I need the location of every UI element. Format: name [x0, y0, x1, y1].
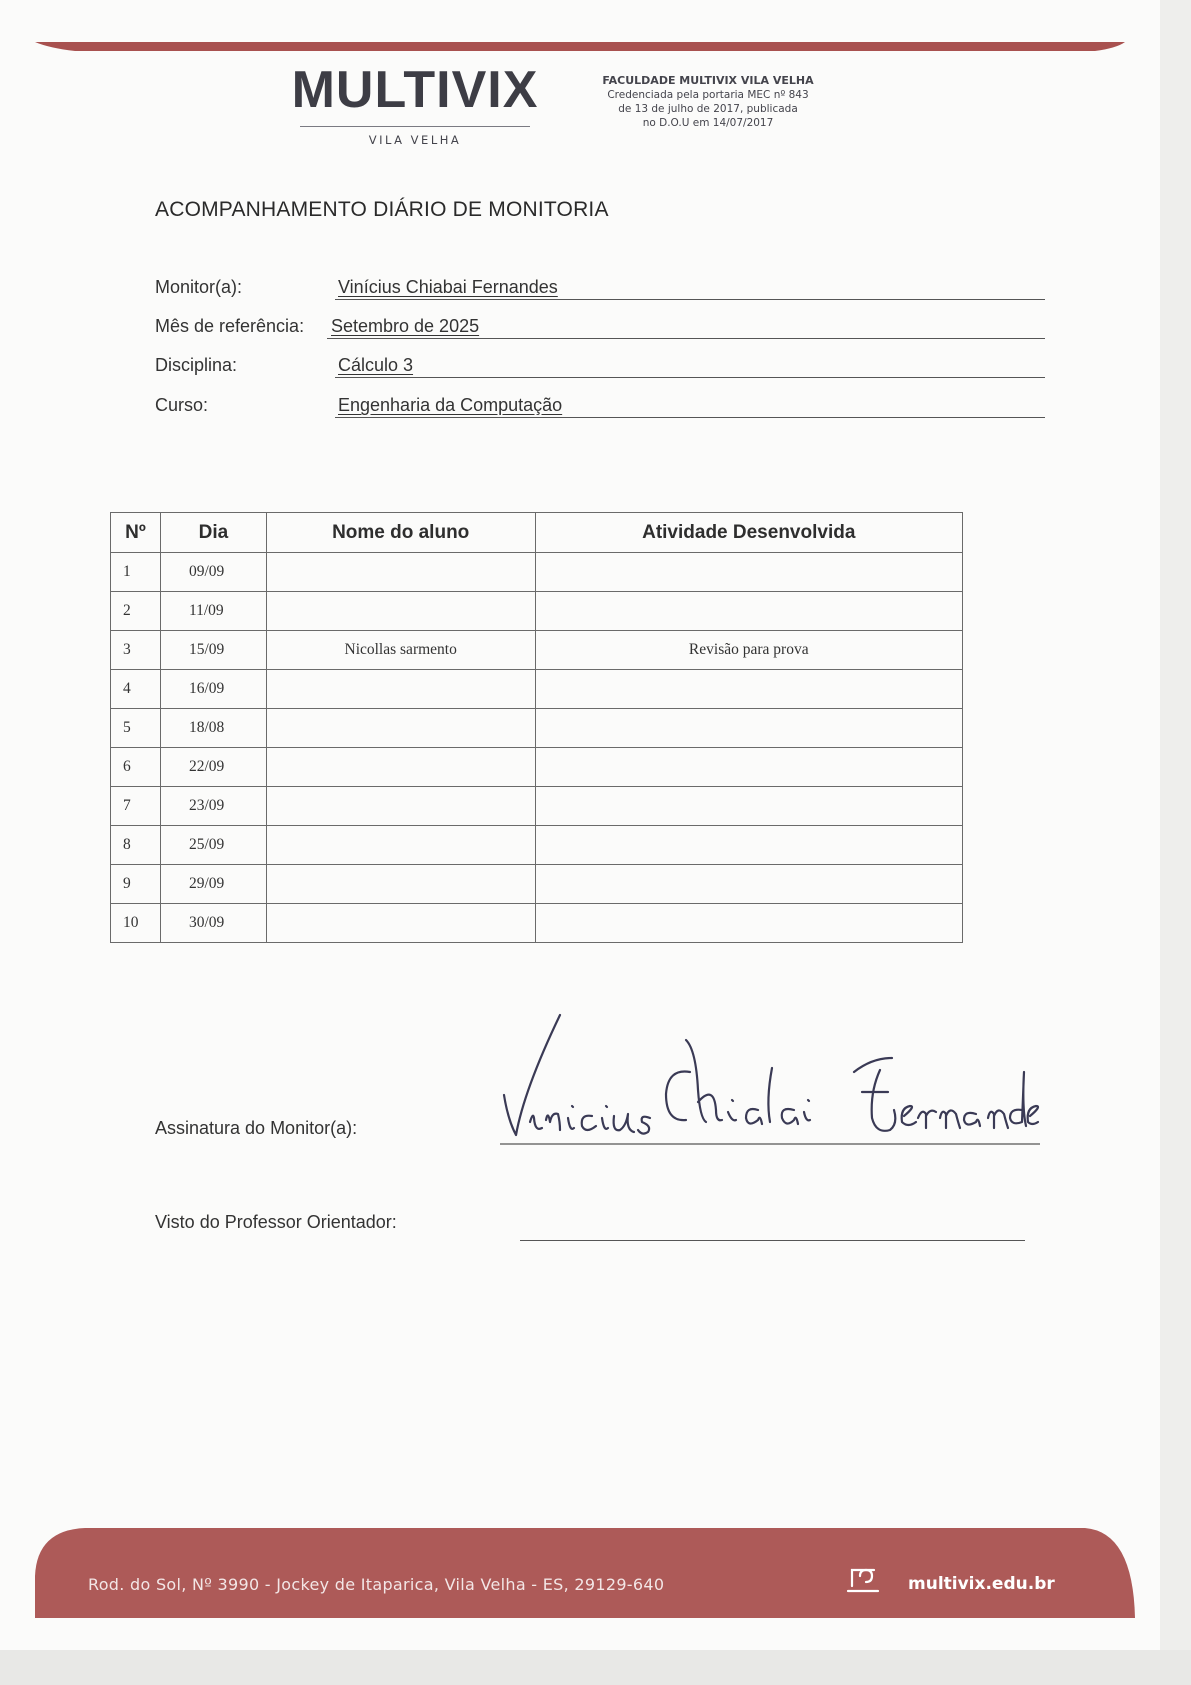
cell-atividade — [535, 865, 963, 904]
cell-no: 9 — [111, 865, 161, 904]
institution-line: de 13 de julho de 2017, publicada — [618, 103, 798, 115]
field-value: Setembro de 2025 — [331, 316, 480, 336]
cell-nome — [266, 670, 535, 709]
sig-label-monitor: Assinatura do Monitor(a): — [155, 1118, 358, 1138]
table-header-row — [111, 513, 963, 553]
header-no: Nº — [111, 513, 161, 553]
cell-dia: 25/09 — [160, 826, 266, 865]
institution-name: FACULDADE MULTIVIX VILA VELHA — [602, 74, 814, 87]
table-row — [111, 631, 963, 670]
cell-dia: 29/09 — [160, 865, 266, 904]
cell-nome — [266, 553, 535, 592]
field-value: Cálculo 3 — [338, 355, 414, 375]
cell-dia: 16/09 — [160, 670, 266, 709]
field-underline — [335, 417, 1045, 418]
cell-dia: 11/09 — [160, 592, 266, 631]
multivix-logo — [290, 62, 540, 147]
cell-no: 3 — [111, 631, 161, 670]
monitor-signature — [500, 1010, 1040, 1150]
cell-dia: 15/09 — [160, 631, 266, 670]
cell-dia: 22/09 — [160, 748, 266, 787]
logo-subtitle: VILA VELHA — [368, 133, 462, 147]
field-value: Engenharia da Computação — [338, 395, 563, 415]
cell-atividade — [535, 904, 963, 943]
cell-atividade — [535, 709, 963, 748]
table-row — [111, 592, 963, 631]
cell-nome — [266, 904, 535, 943]
cell-dia: 30/09 — [160, 904, 266, 943]
institution-line: Credenciada pela portaria MEC nº 843 — [607, 89, 809, 101]
field-label: Mês de referência: — [155, 316, 305, 336]
monitoring-log-table — [110, 512, 963, 943]
cell-atividade — [535, 748, 963, 787]
header-dia: Dia — [160, 513, 266, 553]
logo-divider — [300, 126, 530, 127]
monitor-signature-label — [155, 1118, 357, 1139]
field-label: Curso: — [155, 395, 209, 415]
document-title: ACOMPANHAMENTO DIÁRIO DE MONITORIA — [155, 198, 609, 221]
scan-margin-bottom — [0, 1650, 1191, 1685]
footer-website[interactable]: multivix.edu.br — [908, 1574, 1055, 1594]
institution-line: no D.O.U em 14/07/2017 — [642, 117, 774, 129]
field-underline — [335, 377, 1045, 378]
cell-atividade — [535, 670, 963, 709]
table-row — [111, 787, 963, 826]
cell-atividade — [535, 553, 963, 592]
cell-no: 1 — [111, 553, 161, 592]
field-label: Disciplina: — [155, 355, 238, 375]
field-curso — [155, 388, 1045, 422]
field-value: Vinícius Chiabai Fernandes — [338, 277, 558, 297]
cell-atividade — [535, 592, 963, 631]
table-row — [111, 709, 963, 748]
field-disciplina — [155, 348, 1045, 382]
header-nome: Nome do aluno — [266, 513, 535, 553]
cell-nome: Nicollas sarmento — [266, 631, 535, 670]
sig-label-professor: Visto do Professor Orientador: — [155, 1212, 397, 1232]
cell-no: 2 — [111, 592, 161, 631]
laptop-icon — [846, 1566, 880, 1596]
cell-dia: 18/08 — [160, 709, 266, 748]
cell-no: 7 — [111, 787, 161, 826]
table-row — [111, 748, 963, 787]
institution-info — [578, 74, 838, 130]
professor-signature-line — [520, 1240, 1025, 1241]
cell-no: 10 — [111, 904, 161, 943]
field-underline — [327, 338, 1045, 339]
table-row — [111, 553, 963, 592]
cell-dia: 09/09 — [160, 553, 266, 592]
professor-signature-label — [155, 1212, 397, 1233]
cell-atividade: Revisão para prova — [535, 631, 963, 670]
scan-margin-right — [1160, 0, 1191, 1650]
cell-nome — [266, 865, 535, 904]
cell-no: 8 — [111, 826, 161, 865]
field-mes — [155, 309, 1045, 343]
field-label: Monitor(a): — [155, 277, 243, 297]
cell-nome — [266, 592, 535, 631]
table-row — [111, 865, 963, 904]
cell-nome — [266, 787, 535, 826]
cell-no: 5 — [111, 709, 161, 748]
logo-wordmark: MULTIVIX — [291, 61, 539, 119]
cell-atividade — [535, 787, 963, 826]
cell-nome — [266, 748, 535, 787]
table-row — [111, 904, 963, 943]
cell-dia: 23/09 — [160, 787, 266, 826]
header-band — [35, 38, 1125, 62]
field-monitor — [155, 270, 1045, 304]
cell-no: 4 — [111, 670, 161, 709]
table-row — [111, 670, 963, 709]
footer-address: Rod. do Sol, Nº 3990 - Jockey de Itaparica, Vila Velha - ES, 29129-640 — [88, 1575, 665, 1594]
table-row — [111, 826, 963, 865]
cell-nome — [266, 826, 535, 865]
cell-no: 6 — [111, 748, 161, 787]
cell-nome — [266, 709, 535, 748]
field-underline — [335, 299, 1045, 300]
header-atividade: Atividade Desenvolvida — [535, 513, 963, 553]
cell-atividade — [535, 826, 963, 865]
